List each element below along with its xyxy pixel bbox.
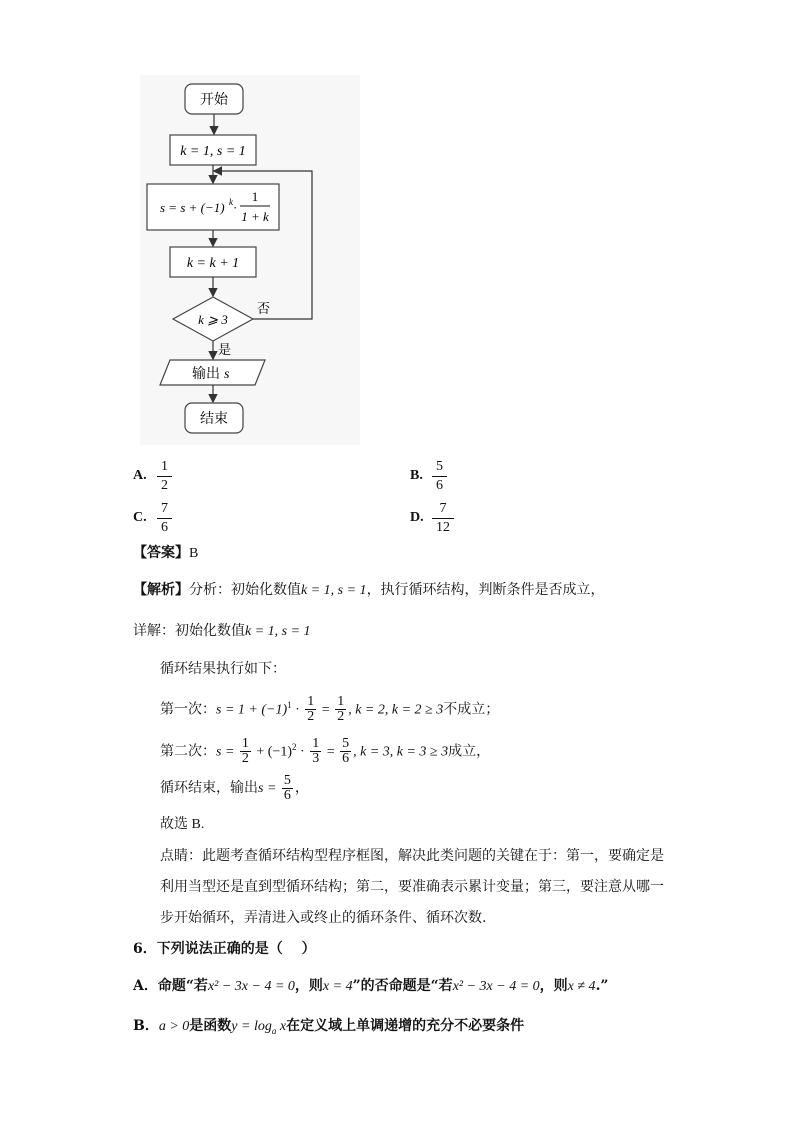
note-line-1: 点睛：此题考查循环结构型程序框图，解决此类问题的关键在于：第一，要确定是 [160,848,664,864]
question-6-option-b [133,1016,524,1041]
option-d-fraction [432,500,454,537]
option-a-den: 2 [161,478,168,493]
flow-end-text: 结束 [200,412,228,427]
option-c-num: 7 [157,500,172,519]
option-c-label: C. [133,510,147,525]
step-first-frac2-num: 1 [337,694,345,710]
step-second-b: + (−1) [252,744,293,760]
detail-line [133,621,311,642]
option-a-fraction [157,458,172,495]
step-end [160,773,309,804]
q6-a-math2: x = 4 [322,979,353,994]
flow-condition-text: k ⩾ 3 [198,312,228,327]
flow-output-var: s [224,367,230,382]
analysis-text1: 分析：初始化数值 [189,582,301,598]
step-second-frac1 [240,737,251,766]
step-first-eq: = [318,702,334,718]
option-b-num: 5 [432,458,447,477]
step-second-exp: 2 [292,742,297,752]
flow-init-text: k = 1, s = 1 [180,144,246,159]
note-line-2: 利用当型还是直到型循环结构；第二，要准确表示累计变量；第三，要注意从哪一 [160,879,664,895]
step-second-a: s = [216,744,238,760]
q6-a-text1: 命题“若 [157,978,208,994]
step-second-frac3 [340,737,351,766]
step-end-comma: ， [294,780,309,796]
step-first-b: · [291,702,304,718]
flow-update-s-exp: k [229,197,233,207]
q6-b-sub: a [271,1025,277,1036]
option-d-label: D. [410,510,424,525]
q6-a-text2: ，则 [294,978,323,994]
q6-b-math2: y = log [231,1019,272,1034]
step-second-frac1-den: 2 [241,751,249,767]
analysis-text2: ，执行循环结构，判断条件是否成立， [366,582,605,598]
option-a-num: 1 [157,458,172,477]
flow-start-text: 开始 [200,93,228,108]
answer-value: B [189,546,199,561]
q6-b-label: B． [133,1018,159,1034]
q6-a-math3: x² − 3x − 4 = 0 [452,979,540,994]
step-second-label: 第二次： [160,743,216,760]
q6-b-text1: 是函数 [189,1018,232,1034]
step-second-frac3-num: 5 [342,736,350,752]
q6-a-text5: .” [595,978,609,994]
step-second-dot: · [296,744,309,760]
q6-a-text4: ，则 [539,978,568,994]
flow-yes-label: 是 [218,342,232,357]
option-d-num: 7 [432,500,454,519]
question-6-option-a [133,976,609,997]
detail-math: k = 1, s = 1 [245,624,311,639]
option-a-label: A. [133,468,147,483]
q6-b-math1: a > 0 [158,1019,190,1034]
steps-intro: 循环结果执行如下： [160,661,286,677]
step-first-frac1-num: 1 [307,694,315,710]
option-d-den: 12 [436,520,450,535]
q6-a-math4: x ≠ 4 [567,979,596,994]
flow-no-label: 否 [257,301,271,316]
step-second [160,732,490,768]
step-first-frac1 [305,695,316,724]
step-first-a: s = 1 + (−1) [216,702,288,718]
flow-output-prefix: 输出 [192,367,220,382]
analysis-tag: 【解析】 [133,582,189,598]
step-end-text: 循环结束，输出 [160,780,258,796]
detail-text: 详解：初始化数值 [133,623,245,639]
q6-a-label: A． [133,978,158,994]
flow-update-s-left: s = s + (−1) [160,200,225,215]
step-second-c: , k = 3, k = 3 ≥ 3 [353,744,449,760]
step-second-frac2 [310,737,321,766]
step-first-frac2-den: 2 [337,709,345,725]
q6-a-text3: ”的否命题是“若 [352,978,453,994]
step-first-label: 第一次： [160,701,216,718]
question-6-title: 6．下列说法正确的是（ ） [133,941,316,957]
choose-line: 故选 B. [160,817,205,832]
step-end-math: s = [258,781,280,796]
step-second-frac1-num: 1 [241,736,249,752]
answer-line [133,543,198,564]
step-first-end: 不成立； [443,701,500,718]
flow-update-s-den: 1 + k [241,209,269,224]
answer-tag: 【答案】 [133,545,189,561]
flowchart [140,75,360,445]
analysis-math1: k = 1, s = 1 [301,583,367,598]
note-line-3: 步开始循环，弄清进入或终止的循环条件、循环次数. [160,910,487,926]
flow-update-s-dot: · [233,200,238,215]
option-c-fraction [157,500,172,537]
step-end-frac-num: 5 [283,772,291,788]
q6-a-math1: x² − 3x − 4 = 0 [207,979,295,994]
step-first-exp: 1 [287,700,292,710]
step-second-frac2-num: 1 [312,736,320,752]
flow-update-k-text: k = k + 1 [186,256,240,271]
q6-b-text2: 在定义域上单调递增的充分不必要条件 [286,1018,525,1034]
option-b-den: 6 [436,478,443,493]
flow-update-s-num: 1 [251,189,259,204]
step-first-c: , k = 2, k = 2 ≥ 3 [348,702,444,718]
analysis-line [133,580,605,601]
step-first-frac2 [335,695,346,724]
step-first-frac1-den: 2 [307,709,315,725]
option-c-den: 6 [161,520,168,535]
step-second-frac3-den: 6 [342,751,350,767]
q6-b-math3: x [276,1019,287,1034]
step-second-eq: = [323,744,339,760]
step-first [160,690,499,726]
step-end-frac-den: 6 [283,787,291,803]
step-second-end: 成立， [448,743,491,760]
option-b-fraction [432,458,447,495]
option-b-label: B. [410,468,423,483]
step-second-frac2-den: 3 [312,751,320,767]
step-end-frac [282,774,293,803]
